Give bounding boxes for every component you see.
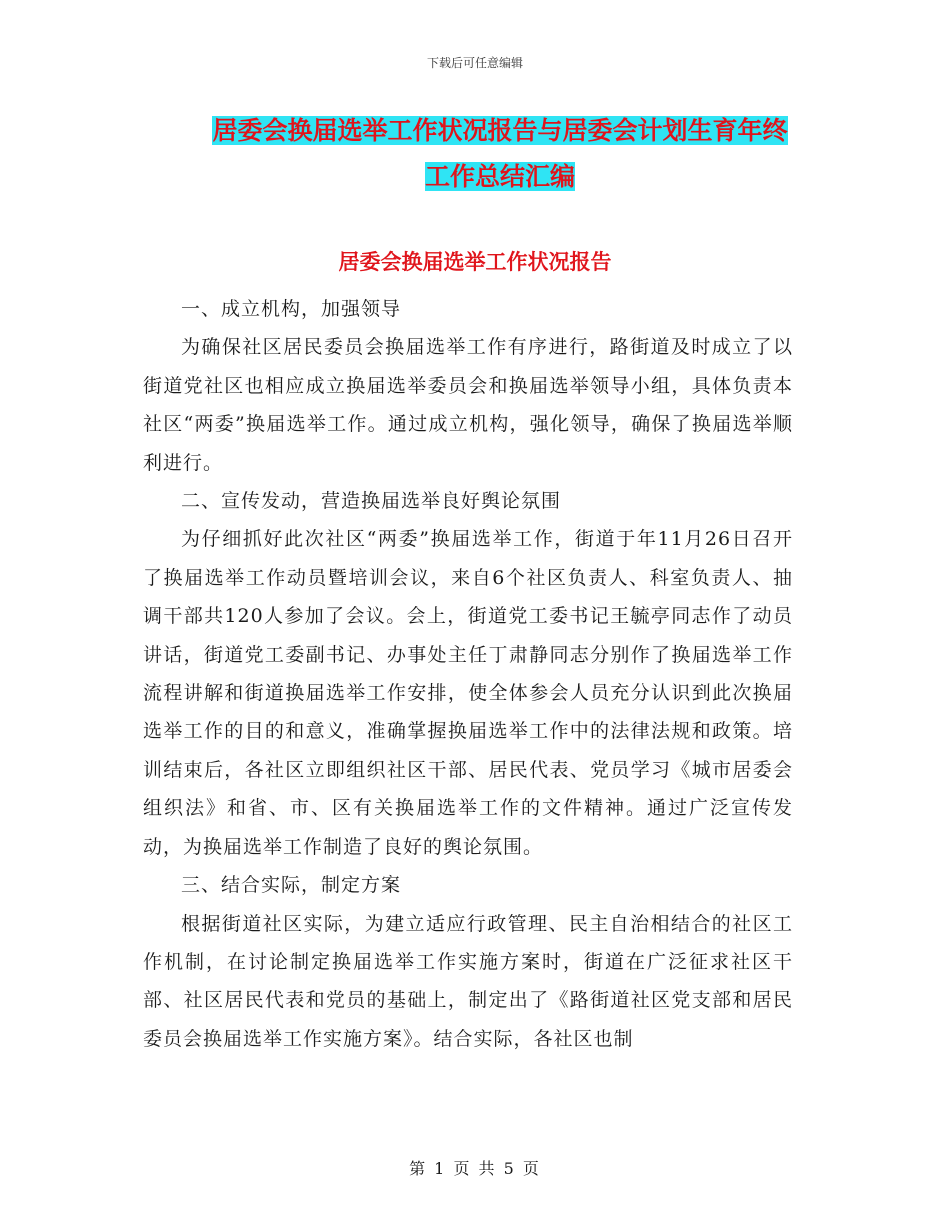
paragraph-3: 根据街道社区实际，为建立适应行政管理、民主自治相结合的社区工作机制，在讨论制定换届选举工作实施方案时，街道在广泛征求社区干部、社区居民代表和党员的基础上，制定出了《路街道社区党支部和居民委员会换届选举工作实施方案》。结合实际，各社区也制 — [143, 912, 793, 1050]
paragraph-1: 为确保社区居民委员会换届选举工作有序进行，路街道及时成立了以街道党社区也相应成立换届选举委员会和换届选举领导小组，具体负责本社区“两委”换届选举工作。通过成立机构，强化领导，确保了换届选举顺利进行。 — [143, 336, 793, 474]
header-note: 下载后可任意编辑 — [426, 56, 523, 70]
section-title: 居委会换届选举工作状况报告 — [338, 250, 612, 274]
paragraph-2: 为仔细抓好此次社区“两委”换届选举工作，街道于年11月26日召开了换届选举工作动员暨培训会议，来自6个社区负责人、科室负责人、抽调干部共120人参加了会议。会上，街道党工委书记王毓亭同志作了动员讲话，街道党工委副书记、办事处主任丁肃静同志分别作了换届选举工作流程讲解和街道换届选举工作安排，使全体参会人员充分认识到此次换届选举工作的目的和意义，准确掌握换届选举工作中的法律法规和政策。培训结束后，各社区立即组织社区干部、居民代表、党员学习《城市居委会组织法》和省、市、区有关换届选举工作的文件精神。通过广泛宣传发动，为换届选举工作制造了良好的舆论氛围。 — [143, 528, 793, 858]
body-text — [143, 290, 793, 1058]
page-footer: 第 1 页 共 5 页 — [409, 1159, 541, 1178]
heading-3: 三、结合实际，制定方案 — [181, 874, 402, 897]
title-line-1: 居委会换届选举工作状况报告与居委会计划生育年终 — [212, 116, 788, 145]
heading-1: 一、成立机构，加强领导 — [181, 298, 402, 320]
document-title — [150, 108, 850, 200]
title-line-2: 工作总结汇编 — [424, 162, 575, 191]
heading-2: 二、宣传发动，营造换届选举良好舆论氛围 — [181, 490, 562, 513]
